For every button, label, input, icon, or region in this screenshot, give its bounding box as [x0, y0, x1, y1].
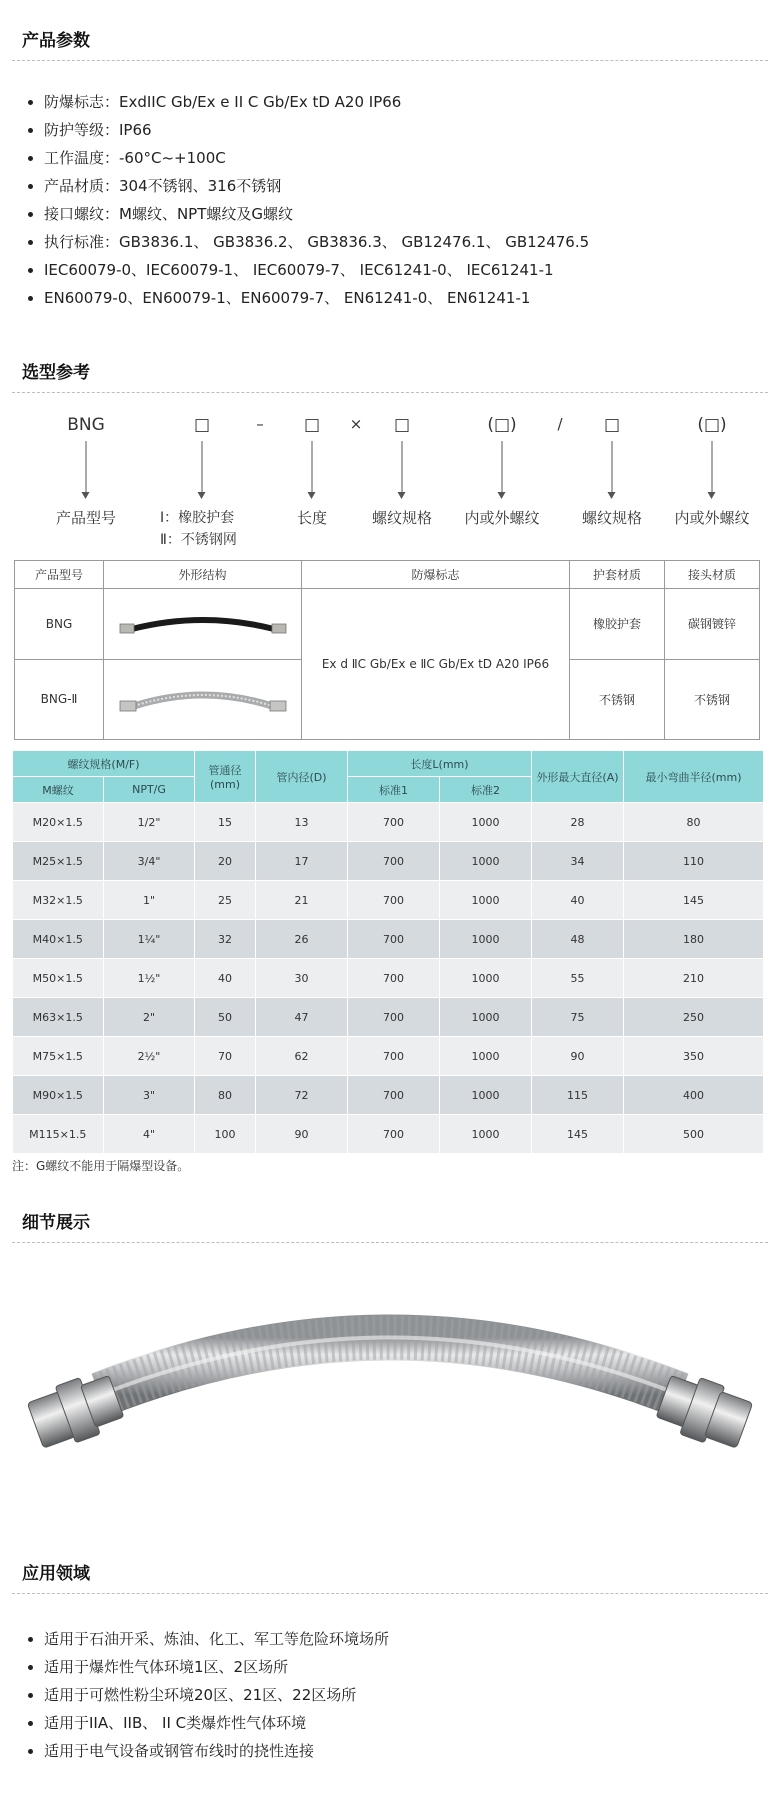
header-npt: NPT/G: [104, 777, 195, 803]
table-row: [13, 881, 764, 920]
cell: 15: [195, 803, 256, 842]
cell: 700: [348, 842, 440, 881]
hose-detail-image: [20, 1240, 760, 1500]
section-divider: [12, 60, 768, 61]
hose-rubber-image: [104, 589, 302, 660]
cell: M40×1.5: [13, 920, 104, 959]
code-thread-box: □: [393, 415, 411, 435]
table-row: [13, 1037, 764, 1076]
cell: M115×1.5: [13, 1115, 104, 1154]
cell: 90: [532, 1037, 624, 1076]
cell: 1000: [440, 842, 532, 881]
param-item: • 执行标准：GB3836.1、 GB3836.2、 GB3836.3、 GB12476.1、 GB12476.5: [44, 228, 589, 256]
cell: 700: [348, 1115, 440, 1154]
col-header: 护套材质: [570, 561, 665, 589]
down-arrow-icon: [712, 441, 713, 493]
type-option: Ⅱ：不锈钢网: [160, 532, 237, 548]
label-model: 产品型号: [55, 509, 117, 527]
col-header: 防爆标志: [302, 561, 570, 589]
cell: 3": [104, 1076, 195, 1115]
code-inner-outer-box-2: (□): [697, 415, 727, 435]
cell: 40: [195, 959, 256, 998]
header-std2: 标准2: [440, 777, 532, 803]
table-row: [13, 920, 764, 959]
cell: 62: [256, 1037, 348, 1076]
selection-title: 选型参考: [22, 363, 90, 383]
cell-model: BNG-Ⅱ: [15, 659, 104, 739]
code-separator: –: [256, 415, 264, 433]
cell: 26: [256, 920, 348, 959]
param-item: • 防爆标志：ExdIIC Gb/Ex e II C Gb/Ex tD A20 IP66: [44, 88, 589, 116]
cell: 1000: [440, 1115, 532, 1154]
application-item: • 适用于爆炸性气体环境1区、2区场所: [44, 1653, 389, 1681]
cell: 350: [624, 1037, 764, 1076]
cell: M20×1.5: [13, 803, 104, 842]
header-bend-radius: 最小弯曲半径(mm): [624, 751, 764, 803]
detail-title: 细节展示: [22, 1213, 90, 1233]
cell: M25×1.5: [13, 842, 104, 881]
cell: 1": [104, 881, 195, 920]
cell: 700: [348, 1037, 440, 1076]
cell: 48: [532, 920, 624, 959]
label-thread: 螺纹规格: [371, 509, 433, 527]
cell: 2½": [104, 1037, 195, 1076]
cell: 1½": [104, 959, 195, 998]
cell: 1¼": [104, 920, 195, 959]
cell: 47: [256, 998, 348, 1037]
application-list: [44, 1625, 389, 1765]
col-header: 外形结构: [104, 561, 302, 589]
param-item: • 防护等级：IP66: [44, 116, 589, 144]
cell: 400: [624, 1076, 764, 1115]
code-type-box: □: [193, 415, 211, 435]
hose-steel-image: [104, 659, 302, 739]
cell: 13: [256, 803, 348, 842]
section-divider: [12, 392, 768, 393]
cell: 700: [348, 959, 440, 998]
cell: 1000: [440, 1037, 532, 1076]
params-section-header: [12, 22, 768, 62]
cell: 3/4": [104, 842, 195, 881]
cell: 700: [348, 920, 440, 959]
structure-table: [14, 560, 760, 740]
col-header: 接头材质: [665, 561, 760, 589]
cell-sheath: 橡胶护套: [570, 589, 665, 660]
cell: M90×1.5: [13, 1076, 104, 1115]
cell: 1000: [440, 959, 532, 998]
cell: 72: [256, 1076, 348, 1115]
header-outer-diameter: 外形最大直径(A): [532, 751, 624, 803]
label-inner-outer-2: 内或外螺纹: [674, 509, 750, 527]
cell: 1/2": [104, 803, 195, 842]
table-note: 注：G螺纹不能用于隔爆型设备。: [12, 1159, 190, 1173]
code-length-box: □: [303, 415, 321, 435]
cell: M75×1.5: [13, 1037, 104, 1076]
application-item: • 适用于石油开采、炼油、化工、军工等危险环境场所: [44, 1625, 389, 1653]
param-item: • IEC60079-0、IEC60079-1、 IEC60079-7、 IEC61241-0、 IEC61241-1: [44, 256, 589, 284]
code-separator: /: [557, 415, 563, 433]
cell: 90: [256, 1115, 348, 1154]
cell: 1000: [440, 803, 532, 842]
application-item: • 适用于IIA、IIB、 II C类爆炸性气体环境: [44, 1709, 389, 1737]
application-title: 应用领域: [22, 1564, 90, 1584]
spec-table: [12, 750, 764, 1154]
section-divider: [12, 1593, 768, 1594]
selection-section-header: [12, 354, 768, 394]
code-separator: ×: [349, 415, 363, 433]
application-section-header: [12, 1555, 768, 1595]
cell: 145: [624, 881, 764, 920]
cell: 210: [624, 959, 764, 998]
down-arrow-icon: [402, 441, 403, 493]
cell-joint: 不锈钢: [665, 659, 760, 739]
cell: 1000: [440, 920, 532, 959]
table-row: [13, 998, 764, 1037]
cell: 180: [624, 920, 764, 959]
cell: 25: [195, 881, 256, 920]
cell: 40: [532, 881, 624, 920]
cell: 20: [195, 842, 256, 881]
header-bore: 管通径(mm): [195, 751, 256, 803]
cell: 80: [195, 1076, 256, 1115]
down-arrow-icon: [202, 441, 203, 493]
cell-model: BNG: [15, 589, 104, 660]
cell: 2": [104, 998, 195, 1037]
table-row: [15, 589, 760, 660]
cell: 50: [195, 998, 256, 1037]
header-length: 长度L(mm): [348, 751, 532, 777]
cell: 17: [256, 842, 348, 881]
cell: M32×1.5: [13, 881, 104, 920]
header-inner-diameter: 管内径(D): [256, 751, 348, 803]
cell: 700: [348, 998, 440, 1037]
param-item: • EN60079-0、EN60079-1、EN60079-7、 EN61241-0、 EN61241-1: [44, 284, 589, 312]
cell: 80: [624, 803, 764, 842]
label-inner-outer: 内或外螺纹: [464, 509, 540, 527]
cell: 700: [348, 1076, 440, 1115]
cell: 1000: [440, 881, 532, 920]
cell: 28: [532, 803, 624, 842]
cell: 1000: [440, 1076, 532, 1115]
cell: 34: [532, 842, 624, 881]
cell: 55: [532, 959, 624, 998]
param-item: • 产品材质：304不锈钢、316不锈钢: [44, 172, 589, 200]
cell: 21: [256, 881, 348, 920]
param-item: • 接口螺纹：M螺纹、NPT螺纹及G螺纹: [44, 200, 589, 228]
cell: 700: [348, 803, 440, 842]
cell-ex-mark: Ex d ⅡC Gb/Ex e ⅡC Gb/Ex tD A20 IP66: [302, 589, 570, 740]
code-model: BNG: [67, 415, 105, 435]
type-option: Ⅰ：橡胶护套: [160, 510, 235, 526]
table-row: [13, 803, 764, 842]
table-row: [13, 842, 764, 881]
down-arrow-icon: [312, 441, 313, 493]
label-thread-2: 螺纹规格: [581, 509, 643, 527]
cell: 700: [348, 881, 440, 920]
params-list: [44, 88, 589, 312]
cell: 250: [624, 998, 764, 1037]
table-row: [13, 1076, 764, 1115]
label-type-options: [160, 507, 237, 551]
code-inner-outer-box: (□): [487, 415, 517, 435]
cell: 115: [532, 1076, 624, 1115]
cell: M50×1.5: [13, 959, 104, 998]
detail-section-header: [12, 1204, 768, 1244]
cell: 4": [104, 1115, 195, 1154]
down-arrow-icon: [612, 441, 613, 493]
header-thread-spec: 螺纹规格(M/F): [13, 751, 195, 777]
cell-sheath: 不锈钢: [570, 659, 665, 739]
cell: 100: [195, 1115, 256, 1154]
down-arrow-icon: [502, 441, 503, 493]
label-length: 长度: [296, 509, 328, 527]
cell: 1000: [440, 998, 532, 1037]
header-m-thread: M螺纹: [13, 777, 104, 803]
table-row: [13, 959, 764, 998]
cell: 32: [195, 920, 256, 959]
cell: M63×1.5: [13, 998, 104, 1037]
col-header: 产品型号: [15, 561, 104, 589]
cell: 70: [195, 1037, 256, 1076]
param-item: • 工作温度：-60°C~+100C: [44, 144, 589, 172]
header-std1: 标准1: [348, 777, 440, 803]
cell: 75: [532, 998, 624, 1037]
down-arrow-icon: [86, 441, 87, 493]
params-title: 产品参数: [22, 31, 90, 51]
application-item: • 适用于可燃性粉尘环境20区、21区、22区场所: [44, 1681, 389, 1709]
application-item: • 适用于电气设备或钢管布线时的挠性连接: [44, 1737, 389, 1765]
code-thread-box-2: □: [603, 415, 621, 435]
cell: 145: [532, 1115, 624, 1154]
cell: 30: [256, 959, 348, 998]
cell: 110: [624, 842, 764, 881]
cell: 500: [624, 1115, 764, 1154]
cell-joint: 碳钢镀锌: [665, 589, 760, 660]
model-code-diagram: [0, 415, 776, 550]
table-row: [13, 1115, 764, 1154]
